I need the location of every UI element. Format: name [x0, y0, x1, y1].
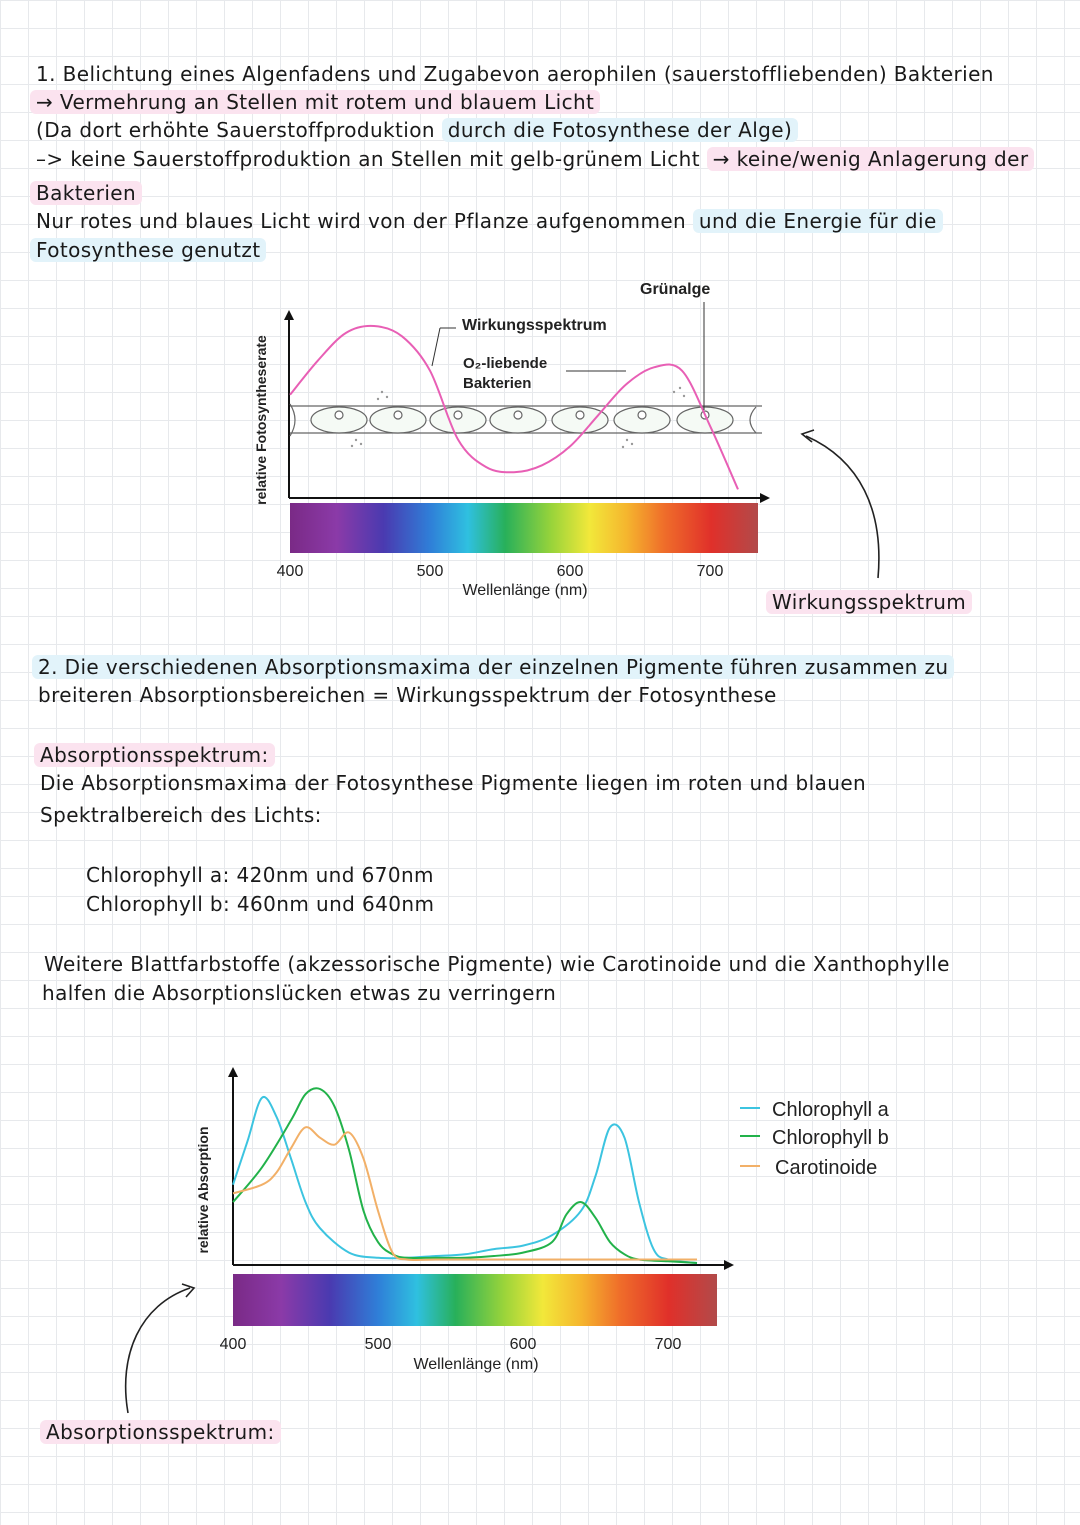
algae-filament	[290, 404, 762, 436]
chlorophyll-a-maxima: Chlorophyll a: 420nm und 670nm	[86, 863, 434, 887]
x-tick-label: 600	[556, 563, 584, 580]
section2-line1: 2. Die verschiedenen Absorptionsmaxima der einzelnen Pigmente führen zusammen zu	[32, 655, 954, 679]
x-tick-label: 600	[509, 1336, 537, 1353]
x-axis-label: Wellenlänge (nm)	[462, 582, 588, 599]
section1-line6: Nur rotes und blaues Licht wird von der Pflanze aufgenommen und die Energie für die	[36, 209, 943, 233]
curve-chlorophyll-b	[233, 1088, 697, 1263]
side-label-wirkungsspektrum: Wirkungsspektrum	[766, 590, 972, 614]
x-tick-label: 500	[416, 563, 444, 580]
x-axis-arrow-icon	[760, 493, 770, 503]
label-gruenalge: Grünalge	[640, 281, 711, 298]
x-tick-label: 700	[696, 563, 724, 580]
x-tick-label: 500	[364, 1336, 392, 1353]
legend-chlorophyll-b: Chlorophyll b	[772, 1127, 889, 1149]
y-axis-arrow-icon	[228, 1067, 238, 1077]
spectrum-bar	[290, 503, 758, 553]
legend-chlorophyll-a: Chlorophyll a	[772, 1099, 889, 1121]
section1-line4: –> keine Sauerstoffproduktion an Stellen mit gelb-grünem Licht → keine/wenig Anlagerung der	[36, 147, 1034, 171]
legend	[740, 1099, 890, 1179]
absorption-spectrum-chart	[0, 1055, 1080, 1455]
spectrum-bar	[233, 1274, 717, 1326]
chlorophyll-b-maxima: Chlorophyll b: 460nm und 640nm	[86, 892, 435, 916]
section1-line1: 1. Belichtung eines Algenfadens und Zugabevon aerophilen (sauerstoffliebenden) Bakterien	[36, 62, 994, 86]
label-bakterien-1: O₂-liebende	[463, 355, 548, 372]
x-tick-label: 400	[276, 563, 304, 580]
section3-line2: Spektralbereich des Lichts:	[40, 803, 322, 827]
x-axis-arrow-icon	[724, 1260, 734, 1270]
section3-line1: Die Absorptionsmaxima der Fotosynthese Pigmente liegen im roten und blauen	[40, 771, 867, 795]
section2-line2: breiteren Absorptionsbereichen = Wirkungsspektrum der Fotosynthese	[38, 683, 777, 707]
section1-line2: → Vermehrung an Stellen mit rotem und blauem Licht	[30, 90, 600, 114]
section1-line3: (Da dort erhöhte Sauerstoffproduktion durch die Fotosynthese der Alge)	[36, 118, 798, 142]
section1-line7: Fotosynthese genutzt	[30, 238, 266, 262]
x-tick-label: 700	[654, 1336, 682, 1353]
y-axis-label: relative Absorption	[195, 1126, 211, 1254]
legend-carotinoide: Carotinoide	[775, 1157, 878, 1179]
y-axis-label: relative Fotosyntheserate	[253, 335, 269, 505]
section1-line5: Bakterien	[30, 181, 142, 205]
x-axis-label: Wellenlänge (nm)	[413, 1356, 539, 1373]
curve-chlorophyll-a	[233, 1097, 697, 1263]
curved-arrow-icon	[806, 436, 879, 578]
action-spectrum-chart	[0, 270, 1080, 630]
label-wirkungsspektrum: Wirkungsspektrum	[462, 317, 607, 334]
section3-title: Absorptionsspektrum:	[34, 743, 275, 767]
label-bakterien-2: Bakterien	[463, 375, 532, 392]
bottom-label-absorptionsspektrum: Absorptionsspektrum:	[40, 1420, 281, 1444]
curved-arrow-icon	[126, 1288, 190, 1413]
section3-line4: halfen die Absorptionslücken etwas zu verringern	[42, 981, 557, 1005]
x-tick-label: 400	[219, 1336, 247, 1353]
y-axis-arrow-icon	[284, 310, 294, 320]
section3-line3: Weitere Blattfarbstoffe (akzessorische Pigmente) wie Carotinoide und die Xanthophylle	[44, 952, 950, 976]
